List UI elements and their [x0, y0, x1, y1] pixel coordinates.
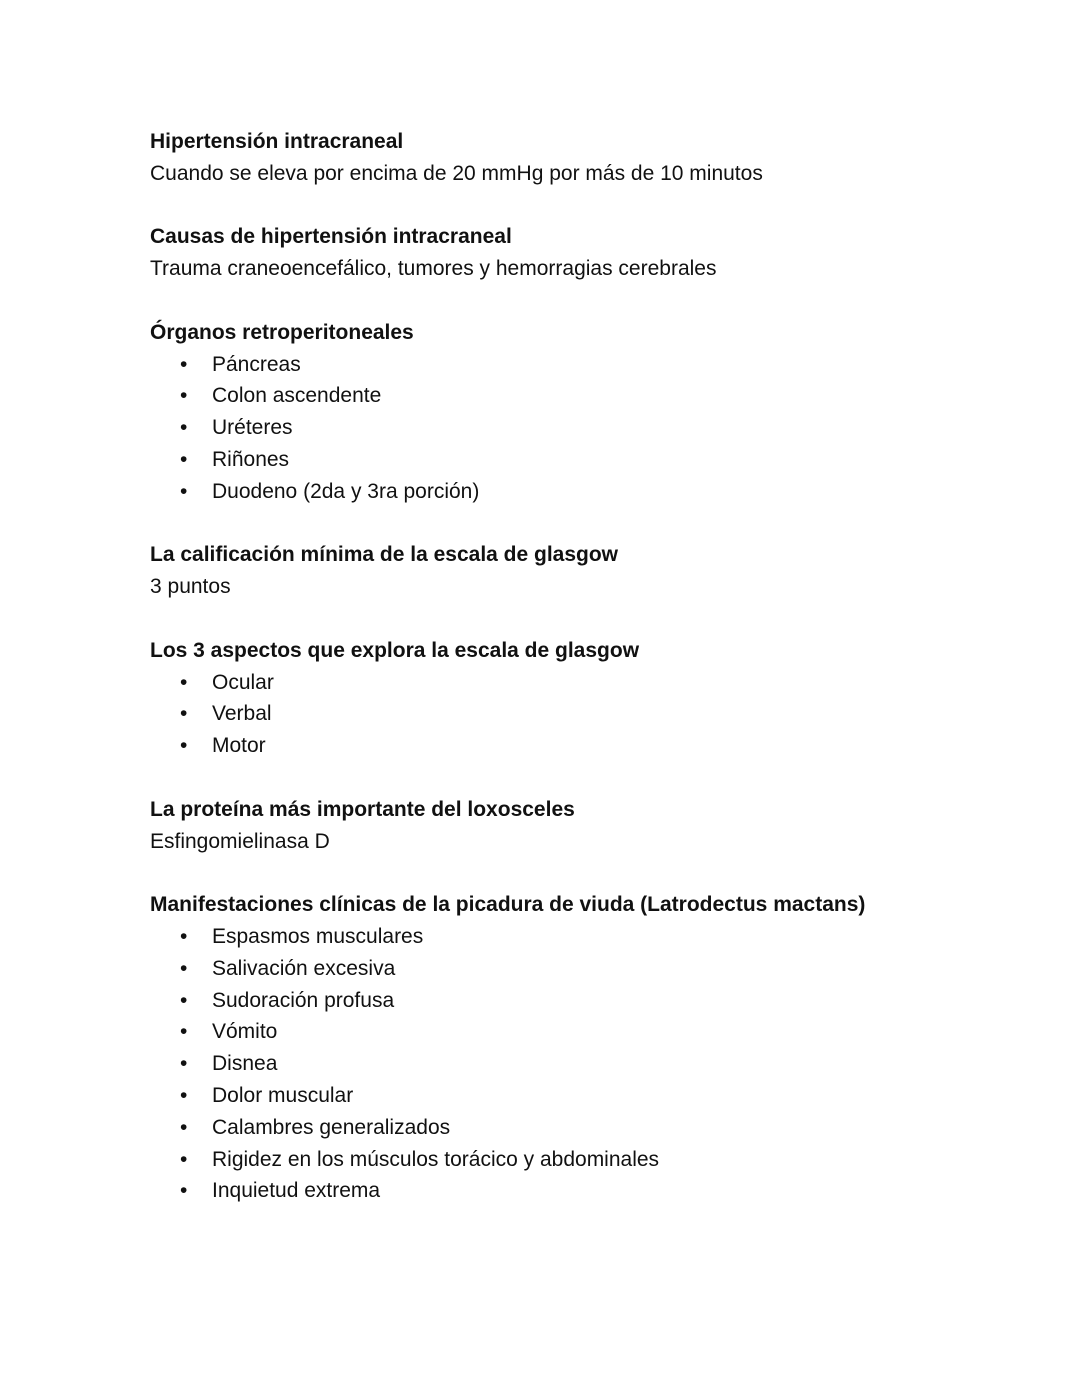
bullet-icon: • [180, 1052, 188, 1076]
section-text: 3 puntos [150, 575, 231, 599]
section-text: Trauma craneoencefálico, tumores y hemorragias cerebrales [150, 257, 717, 281]
bullet-icon: • [180, 924, 188, 948]
bullet-list [150, 921, 1010, 1207]
list-item-text: Uréteres [212, 416, 293, 440]
list-item-text: Dolor muscular [212, 1083, 354, 1107]
bullet-icon: • [180, 1020, 188, 1044]
list-item [150, 1112, 1010, 1144]
section-heading: La proteína más importante del loxosceles [150, 797, 575, 821]
list-item-text: Calambres generalizados [212, 1115, 451, 1139]
list-item-text: Rigidez en los músculos torácico y abdominales [212, 1147, 660, 1171]
bullet-icon: • [180, 1083, 188, 1107]
section [150, 889, 1010, 1207]
list-item [150, 349, 1010, 381]
section-heading: La calificación mínima de la escala de glasgow [150, 543, 619, 567]
bullet-icon: • [180, 416, 188, 440]
list-item [150, 476, 1010, 508]
list-item [150, 730, 1010, 762]
section-heading: Hipertensión intracraneal [150, 130, 404, 153]
section [150, 317, 1010, 508]
section [150, 539, 1010, 603]
bullet-icon: • [180, 734, 188, 758]
list-item-text: Sudoración profusa [212, 988, 395, 1012]
list-item-text: Colon ascendente [212, 384, 382, 408]
bullet-icon: • [180, 988, 188, 1012]
section-text: Esfingomielinasa D [150, 829, 330, 853]
section [150, 635, 1010, 762]
bullet-icon: • [180, 1115, 188, 1139]
section-heading: Órganos retroperitoneales [150, 320, 414, 344]
list-item [150, 1048, 1010, 1080]
document-body [150, 126, 1010, 1239]
bullet-icon: • [180, 384, 188, 408]
list-item-text: Verbal [212, 702, 272, 726]
list-item [150, 380, 1010, 412]
bullet-icon: • [180, 670, 188, 694]
bullet-icon: • [180, 352, 188, 376]
bullet-icon: • [180, 447, 188, 471]
list-item-text: Vómito [212, 1020, 278, 1044]
bullet-icon: • [180, 479, 188, 503]
list-item [150, 667, 1010, 699]
list-item [150, 444, 1010, 476]
list-item-text: Espasmos musculares [212, 924, 424, 948]
bullet-list [150, 667, 1010, 762]
list-item-text: Inquietud extrema [212, 1179, 381, 1203]
section [150, 794, 1010, 858]
section-text: Cuando se eleva por encima de 20 mmHg por más de 10 minutos [150, 161, 763, 185]
section-heading: Manifestaciones clínicas de la picadura de viuda (Latrodectus mactans) [150, 893, 866, 917]
section-heading: Los 3 aspectos que explora la escala de glasgow [150, 638, 640, 662]
list-item [150, 1144, 1010, 1176]
section-heading: Causas de hipertensión intracraneal [150, 225, 512, 249]
list-item-text: Motor [212, 734, 266, 758]
list-item [150, 698, 1010, 730]
list-item [150, 1175, 1010, 1207]
bullet-icon: • [180, 956, 188, 980]
list-item [150, 985, 1010, 1017]
list-item-text: Salivación excesiva [212, 956, 396, 980]
bullet-icon: • [180, 1147, 188, 1171]
section [150, 221, 1010, 285]
bullet-icon: • [180, 702, 188, 726]
list-item [150, 1080, 1010, 1112]
list-item [150, 412, 1010, 444]
list-item [150, 921, 1010, 953]
list-item-text: Disnea [212, 1052, 278, 1076]
list-item-text: Riñones [212, 447, 290, 471]
section [150, 126, 1010, 190]
bullet-icon: • [180, 1179, 188, 1203]
list-item-text: Duodeno (2da y 3ra porción) [212, 479, 480, 503]
list-item [150, 953, 1010, 985]
list-item [150, 1016, 1010, 1048]
list-item-text: Ocular [212, 670, 274, 694]
list-item-text: Páncreas [212, 352, 301, 376]
bullet-list [150, 349, 1010, 508]
